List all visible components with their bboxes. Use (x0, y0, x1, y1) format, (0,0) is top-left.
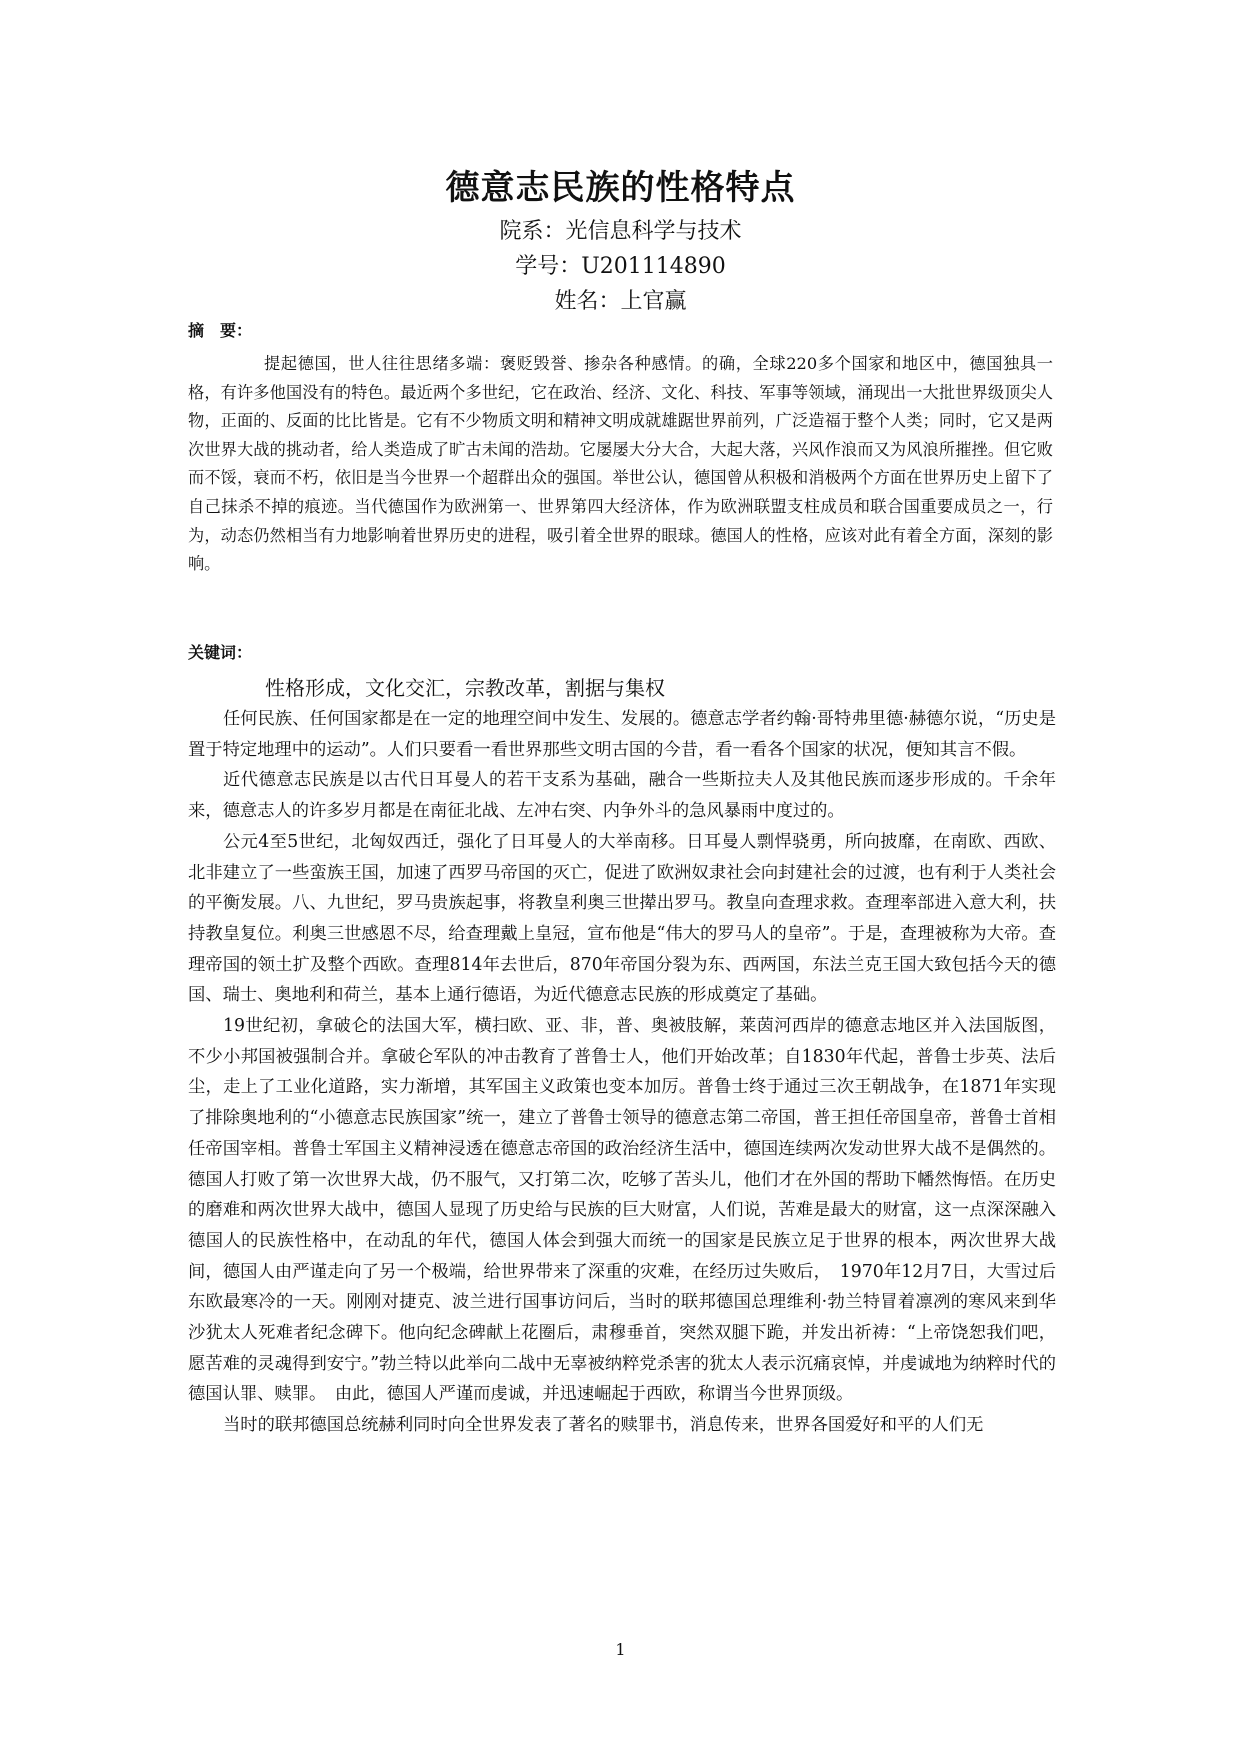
abstract-label: 摘 要： (188, 321, 253, 340)
keywords-text: 性格形成，文化交汇，宗教改革，割据与集权 (265, 676, 665, 700)
body-paragraph: 任何民族、任何国家都是在一定的地理空间中发生、发展的。德意志学者约翰·哥特弗里德·赫德尔说，“历史是置于特定地理中的运动”。人们只要看一看世界那些文明古国的今昔，看一看各个国家的状况，便知其言不假。 (188, 709, 1056, 760)
body-text (188, 704, 1056, 1441)
body-paragraph: 近代德意志民族是以古代日耳曼人的若干支系为基础，融合一些斯拉夫人及其他民族而逐步形成的。千余年来，德意志人的许多岁月都是在南征北战、左冲右突、内争外斗的急风暴雨中度过的。 (188, 770, 1056, 822)
student-name-line: 姓名：上官赢 (554, 289, 687, 314)
body-paragraph: 当时的联邦德国总统赫利同时向全世界发表了著名的赎罪书，消息传来，世界各国爱好和平的人们无 (223, 1415, 984, 1436)
page-number: 1 (615, 1640, 626, 1659)
student-id-line: 学号：U201114890 (515, 254, 726, 279)
department-line: 院系：光信息科学与技术 (499, 219, 742, 244)
body-paragraph: 公元4至5世纪，北匈奴西迁，强化了日耳曼人的大举南移。日耳曼人剽悍骁勇，所向披靡，在南欧、西欧、北非建立了一些蛮族王国，加速了西罗马帝国的灭亡，促进了欧洲奴隶社会向封建社会的过渡，也有利于人类社会的平衡发展。八、九世纪，罗马贵族起事，将教皇利奥三世撵出罗马。教皇向查理求救。查理率部进入意大利，扶持教皇复位。利奥三世感恩不尽，给查理戴上皇冠，宣布他是“伟大的罗马人的皇帝”。于是，查理被称为大帝。查理帝国的领土扩及整个西欧。查理814年去世后，870年帝国分裂为东、西两国，东法兰克王国大致包括今天的德国、瑞士、奥地利和荷兰，基本上通行德语，为近代德意志民族的形成奠定了基础。 (188, 831, 1056, 1006)
body-paragraph: 19世纪初，拿破仑的法国大军，横扫欧、亚、非，普、奥被肢解，莱茵河西岸的德意志地区并入法国版图，不少小邦国被强制合并。拿破仑军队的冲击教育了普鲁士人，他们开始改革；自1830年代起，普鲁士步英、法后尘，走上了工业化道路，实力渐增，其军国主义政策也变本加厉。普鲁士终于通过三次王朝战争，在1871年实现了排除奥地利的“小德意志民族国家”统一，建立了普鲁士领导的德意志第二帝国，普王担任帝国皇帝，普鲁士首相任帝国宰相。普鲁士军国主义精神浸透在德意志帝国的政治经济生活中，德国连续两次发动世界大战不是偶然的。德国人打败了第一次世界大战，仍不服气，又打第二次，吃够了苦头儿，他们才在外国的帮助下幡然悔悟。在历史的磨难和两次世界大战中，德国人显现了历史给与民族的巨大财富，人们说，苦难是最大的财富，这一点深深融入德国人的民族性格中，在动乱的年代，德国人体会到强大而统一的国家是民族立足于世界的根本，两次世界大战间，德国人由严谨走向了另一个极端，给世界带来了深重的灾难，在经历过失败后， 1970年12月7日，大雪过后东欧最寒冷的一天。刚刚对捷克、波兰进行国事访问后，当时的联邦德国总理维利·勃兰特冒着凛冽的寒风来到华沙犹太人死难者纪念碑下。他向纪念碑献上花圈后，肃穆垂首，突然双腿下跪，并发出祈祷：“上帝饶恕我们吧，愿苦难的灵魂得到安宁。”勃兰特以此举向二战中无辜被纳粹党杀害的犹太人表示沉痛哀悼，并虔诚地为纳粹时代的德国认罪、赎罪。 由此，德国人严谨而虔诚，并迅速崛起于西欧，称谓当今世界顶级。 (188, 1016, 1056, 1405)
abstract-text: 提起德国，世人往往思绪多端：褒贬毁誉、掺杂各种感情。的确，全球220多个国家和地区中，德国独具一格，有许多他国没有的特色。最近两个多世纪，它在政治、经济、文化、科技、军事等领域，涌现出一大批世界级顶尖人物，正面的、反面的比比皆是。它有不少物质文明和精神文明成就雄踞世界前列，广泛造福于整个人类；同时，它又是两次世界大战的挑动者，给人类造成了旷古未闻的浩劫。它屡屡大分大合，大起大落，兴风作浪而又为风浪所摧挫。但它败而不馁，衰而不朽，依旧是当今世界一个超群出众的强国。举世公认，德国曾从积极和消极两个方面在世界历史上留下了自己抹杀不掉的痕迹。当代德国作为欧洲第一、世界第四大经济体，作为欧洲联盟支柱成员和联合国重要成员之一，行为，动态仍然相当有力地影响着世界历史的进程，吸引着全世界的眼球。德国人的性格，应该对此有着全方面，深刻的影响。 (188, 354, 1053, 574)
document-title: 德意志民族的性格特点 (445, 168, 796, 208)
keywords-label: 关键词： (188, 643, 253, 662)
